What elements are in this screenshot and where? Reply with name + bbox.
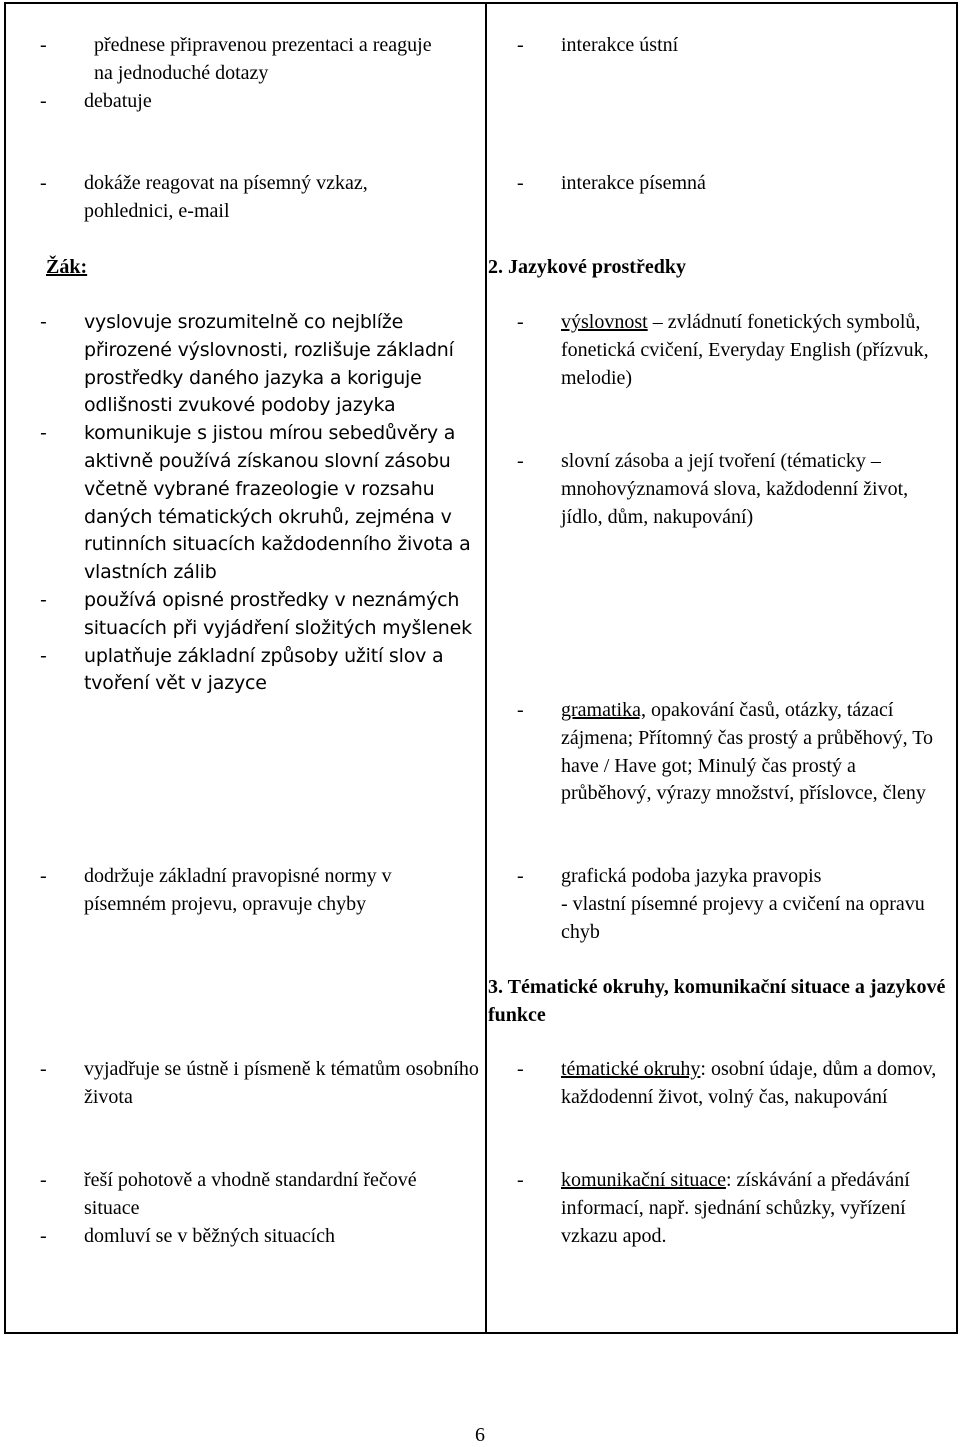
list-item: - přednese připravenou prezentaci a reaguje na jednoduché dotazy <box>40 34 432 84</box>
page-number: 6 <box>475 1424 485 1446</box>
section-heading-jazykove-prostredky: 2. Jazykové prostředky <box>488 256 686 278</box>
list-item: - vyslovuje srozumitelně co nejblíže přirozené výslovnosti, rozlišuje základní prostředky daného jazyka a koriguje odlišnosti zvukové podoby jazyka <box>40 311 454 417</box>
left-block-written-reaction <box>40 170 440 226</box>
right-block-grammar <box>517 697 951 808</box>
list-item: - řeší pohotově a vhodně standardní řečové situace <box>40 1169 417 1219</box>
right-block-pronunciation <box>517 309 937 392</box>
list-item: - komunikační situace: získávání a předávání informací, např. sjednání schůzky, vyřízení vzkazu apod. <box>517 1169 910 1247</box>
left-block-situations <box>40 1167 440 1250</box>
list-item: - vyjadřuje se ústně i písmeně k tématům osobního života <box>40 1058 479 1108</box>
list-item: - interakce písemná <box>517 172 706 194</box>
right-block-communication <box>517 1167 937 1250</box>
section-heading-tematicke-okruhy: 3. Tématické okruhy, komunikační situace a jazykové funkce <box>488 976 946 1026</box>
column-divider <box>485 4 487 1332</box>
left-block-spelling <box>40 863 460 919</box>
list-item: - používá opisné prostředky v neznámých situacích při vyjádření složitých myšlenek <box>40 588 472 639</box>
list-item: - interakce ústní <box>517 34 679 56</box>
list-item: - gramatika, opakování časů, otázky, tázací zájmena; Přítomný čas prostý a průběhový, To have / Have got; Minulý čas prostý a průběhový, výrazy množství, příslovce, členy <box>517 699 934 805</box>
left-block-expression <box>40 1056 480 1112</box>
list-item: - slovní zásoba a její tvoření (tématicky – mnohovýznamová slova, každodenní život, jídlo, dům, nakupování) <box>517 450 909 528</box>
left-block-presentation <box>40 32 440 115</box>
list-item: - domluví se v běžných situacích <box>40 1224 336 1247</box>
left-block-pronunciation <box>40 309 476 698</box>
right-block-orthography <box>517 863 937 946</box>
list-item: - dokáže reagovat na písemný vzkaz, pohlednici, e-mail <box>40 172 368 222</box>
right-block-written <box>517 170 937 198</box>
list-item: - komunikuje s jistou mírou sebedůvěry a aktivně používá získanou slovní zásobu včetně vybrané frazeologie v rozsahu daných tématických okruhů, zejména v rutinních situacích každodenního života a vlastních zálib <box>40 422 471 584</box>
list-item: - uplatňuje základní způsoby užití slov a tvoření vět v jazyce <box>40 644 444 695</box>
right-block-topics <box>517 1056 937 1112</box>
list-item: - výslovnost – zvládnutí fonetických symbolů, fonetická cvičení, Everyday English (přízvuk, melodie) <box>517 311 929 389</box>
list-item: - tématické okruhy: osobní údaje, dům a domov, každodenní život, volný čas, nakupování <box>517 1058 937 1108</box>
right-block-oral <box>517 32 937 60</box>
zak-heading: Žák: <box>46 256 88 278</box>
list-item: - grafická podoba jazyka pravopis - vlastní písemné projevy a cvičení na opravu chyb <box>517 865 925 943</box>
right-block-vocabulary <box>517 448 937 531</box>
list-item: - debatuje <box>40 89 152 112</box>
list-item: - dodržuje základní pravopisné normy v písemném projevu, opravuje chyby <box>40 865 392 915</box>
